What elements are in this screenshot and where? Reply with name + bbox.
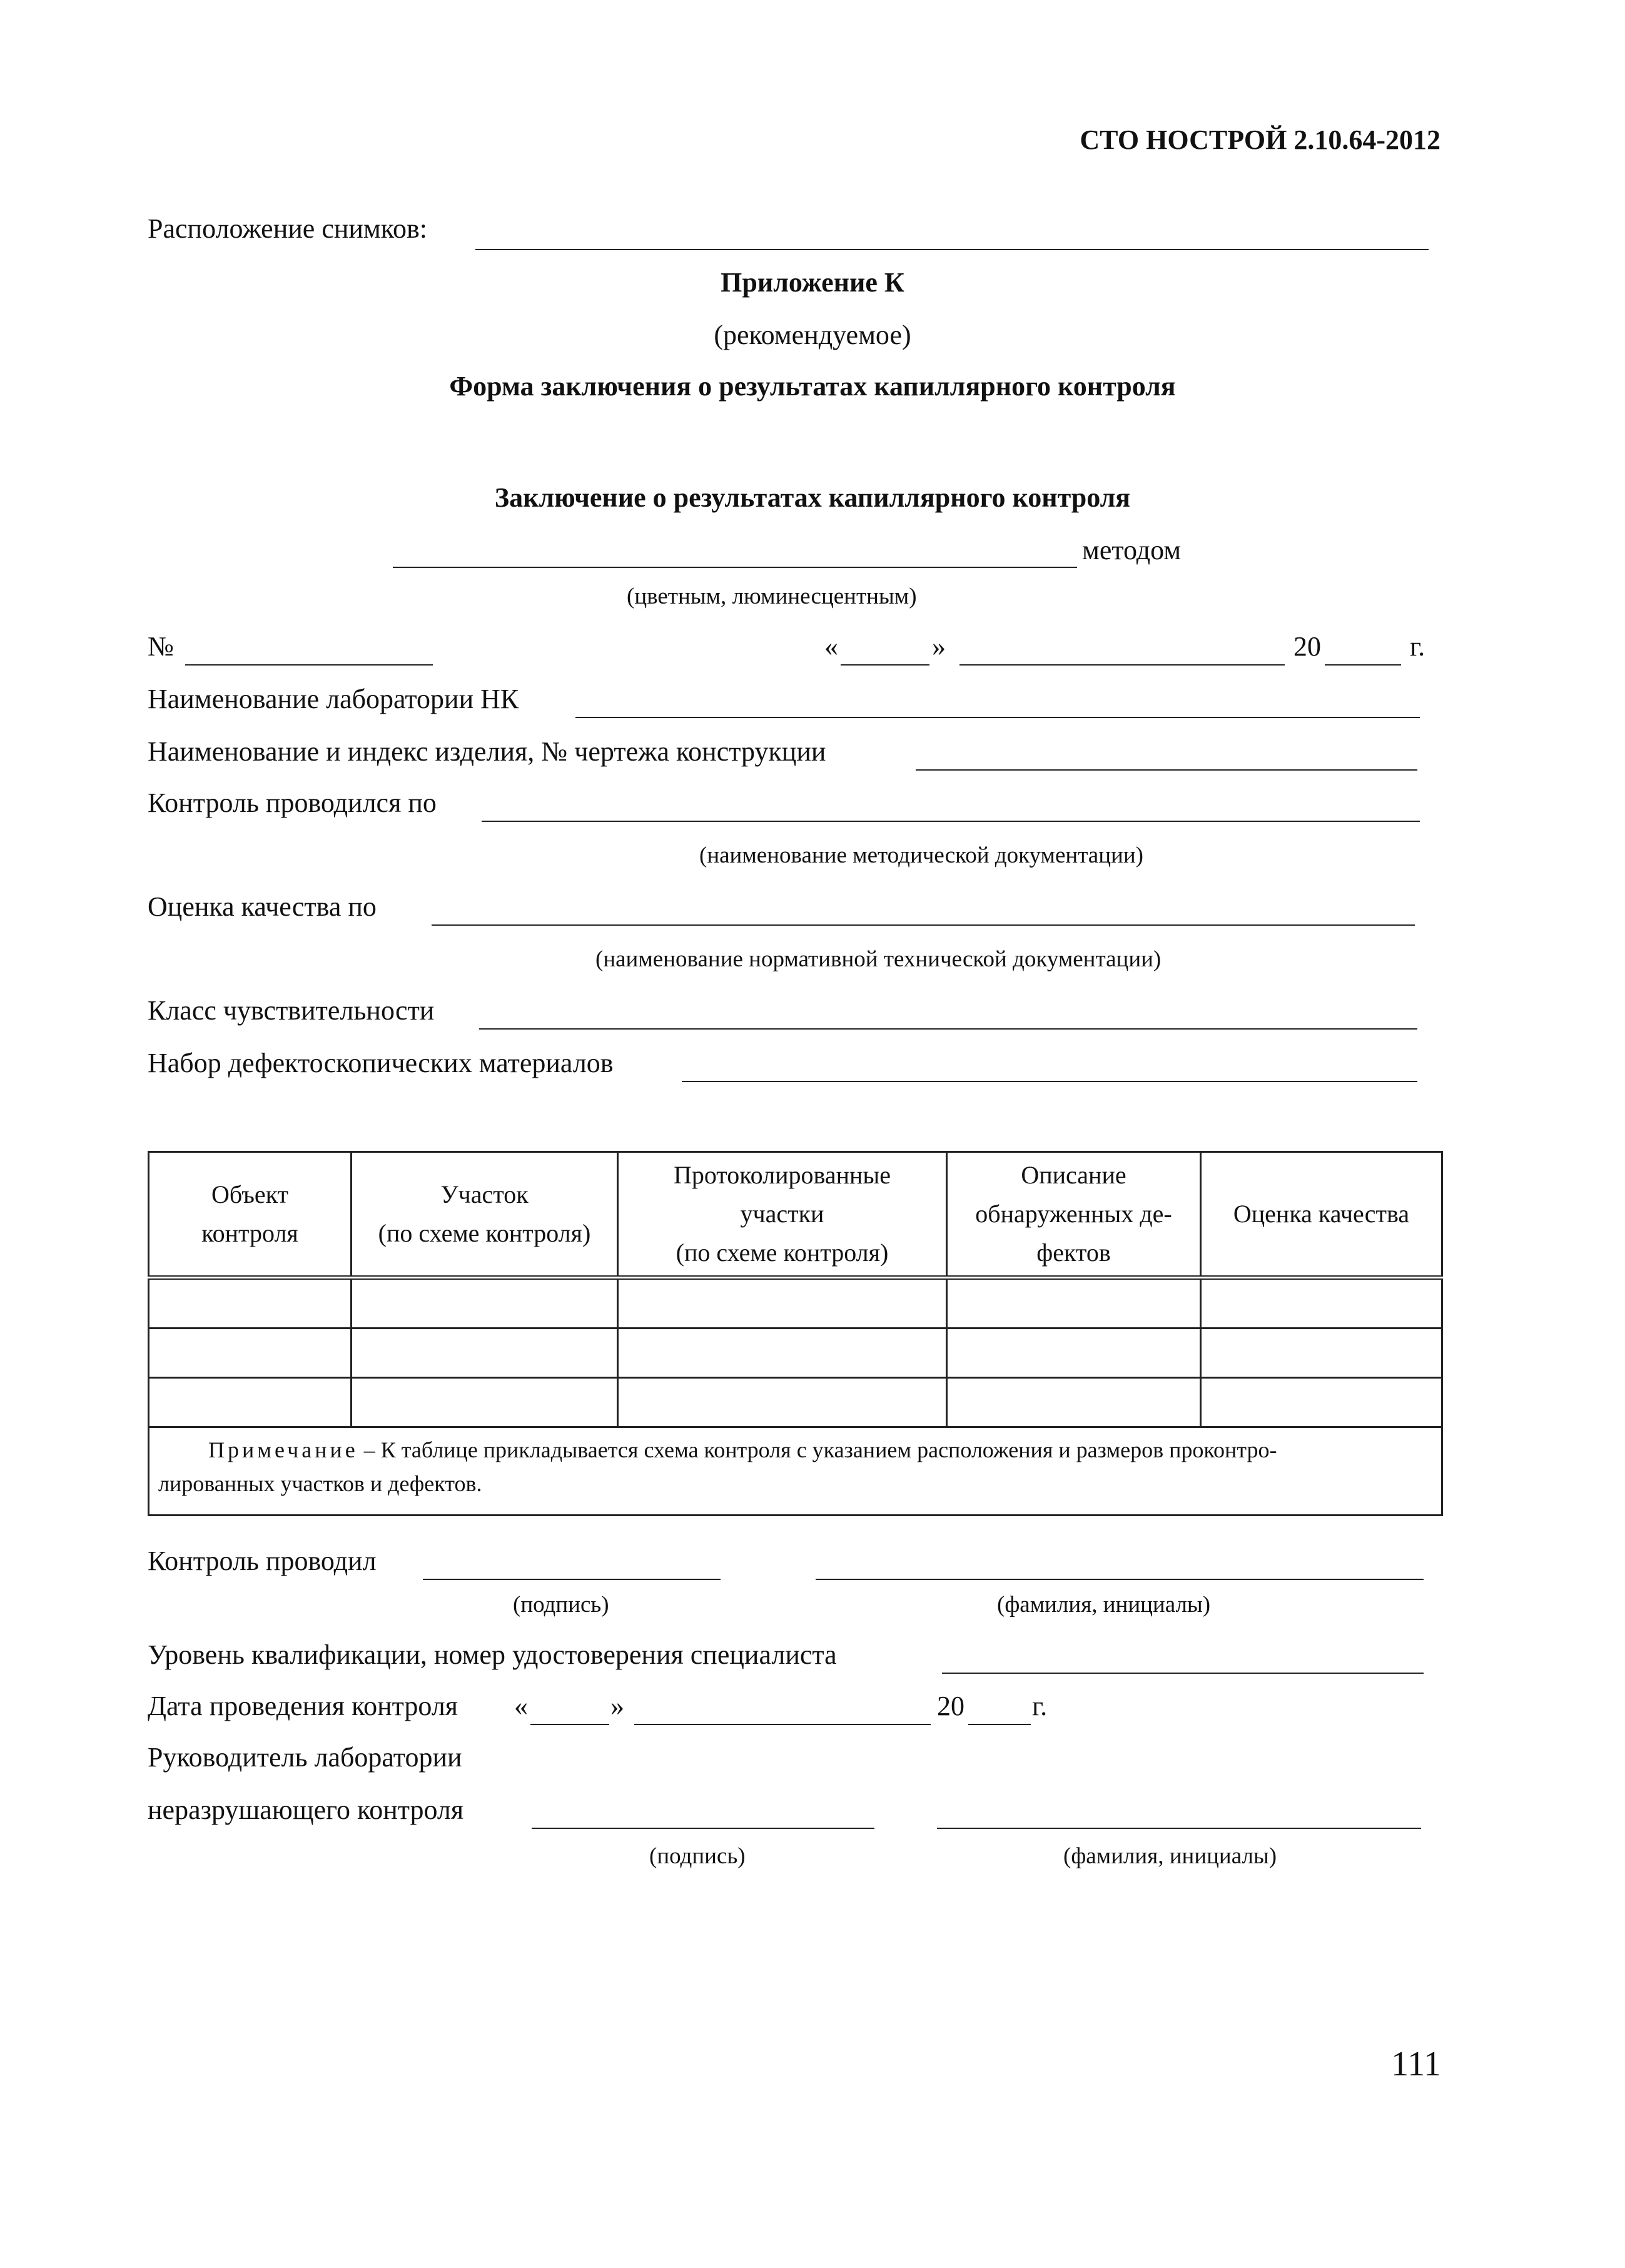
table-cell[interactable] [352, 1378, 618, 1427]
header-defects-description [947, 1152, 1201, 1278]
form-title: Форма заключения о результатах капиллярного контроля [449, 371, 1176, 402]
product-name-label: Наименование и индекс изделия, № чертежа конструкции [148, 736, 826, 767]
materials-set-label: Набор дефектоскопических материалов [148, 1048, 614, 1078]
materials-set-field[interactable] [682, 1081, 1417, 1082]
header-quality-assessment [1201, 1152, 1442, 1278]
table-cell[interactable] [618, 1329, 947, 1378]
method-label: методом [1082, 535, 1182, 565]
method-field[interactable] [393, 567, 1077, 568]
signature-hint: (подпись) [513, 1592, 609, 1617]
table-note [149, 1427, 1442, 1516]
table-cell[interactable] [1201, 1329, 1442, 1378]
table-cell[interactable] [352, 1278, 618, 1329]
head-signature-field[interactable] [532, 1828, 874, 1829]
table-cell[interactable] [1201, 1278, 1442, 1329]
table-cell[interactable] [352, 1329, 618, 1378]
header-line: Участок [440, 1180, 529, 1208]
header-line: (по схеме контроля) [378, 1219, 591, 1247]
table-cell[interactable] [947, 1378, 1201, 1427]
controller-name-field[interactable] [816, 1579, 1424, 1580]
note-text-line1: – К таблице прикладывается схема контроля с указанием расположения и размеров проконтро- [358, 1437, 1277, 1462]
date-year-prefix: 20 [937, 1691, 964, 1721]
quality-by-hint: (наименование нормативной технической документации) [595, 946, 1162, 972]
results-table [148, 1151, 1443, 1516]
quote-close: » [932, 631, 946, 662]
controlled-by-label: Контроль проводил [148, 1546, 377, 1576]
control-date-label: Дата проведения контроля [148, 1691, 458, 1721]
conclusion-title: Заключение о результатах капиллярного контроля [494, 482, 1131, 513]
table-cell[interactable] [149, 1378, 352, 1427]
table-cell[interactable] [1201, 1378, 1442, 1427]
head-label-line1: Руководитель лаборатории [148, 1742, 462, 1773]
qualification-label: Уровень квалификации, номер удостоверения специалиста [148, 1639, 837, 1670]
product-name-field[interactable] [916, 769, 1417, 771]
table-row [149, 1378, 1442, 1427]
lab-name-field[interactable] [575, 717, 1420, 718]
header-section [352, 1152, 618, 1278]
table-cell[interactable] [149, 1278, 352, 1329]
head-signature-hint: (подпись) [649, 1843, 746, 1869]
number-field[interactable] [185, 664, 433, 666]
header-line: Описание [1021, 1161, 1126, 1189]
year-suffix: г. [1410, 631, 1425, 662]
control-day-field[interactable] [530, 1724, 609, 1725]
month-field[interactable] [959, 664, 1285, 666]
table-note-row [149, 1427, 1442, 1516]
sensitivity-class-field[interactable] [479, 1028, 1417, 1030]
date-quote-open: « [514, 1691, 528, 1721]
day-field[interactable] [841, 664, 929, 666]
quote-open: « [824, 631, 838, 662]
appendix-title: Приложение К [721, 267, 904, 298]
table-cell[interactable] [947, 1329, 1201, 1378]
head-label-line2: неразрушающего контроля [148, 1795, 464, 1825]
table-row [149, 1278, 1442, 1329]
controller-signature-field[interactable] [423, 1579, 721, 1580]
document-code: СТО НОСТРОЙ 2.10.64-2012 [1080, 124, 1440, 155]
header-line: Протоколированные [673, 1161, 891, 1189]
header-line: обнаруженных де- [975, 1200, 1172, 1228]
header-line: контроля [201, 1219, 298, 1247]
number-sign: № [148, 631, 174, 662]
date-quote-close: » [610, 1691, 624, 1721]
method-hint: (цветным, люминесцентным) [627, 584, 917, 609]
table-cell[interactable] [149, 1329, 352, 1378]
head-name-field[interactable] [937, 1828, 1421, 1829]
table-cell[interactable] [947, 1278, 1201, 1329]
control-by-label: Контроль проводился по [148, 787, 437, 818]
date-year-suffix: г. [1032, 1691, 1048, 1721]
year-prefix: 20 [1293, 631, 1321, 662]
table-cell[interactable] [618, 1278, 947, 1329]
table-row [149, 1329, 1442, 1378]
control-by-field[interactable] [482, 821, 1420, 822]
lab-name-label: Наименование лаборатории НК [148, 684, 519, 714]
year-field[interactable] [1325, 664, 1401, 666]
qualification-field[interactable] [942, 1673, 1424, 1674]
head-name-hint: (фамилия, инициалы) [1063, 1843, 1277, 1869]
header-line: Объект [211, 1180, 289, 1208]
control-month-field[interactable] [634, 1724, 931, 1725]
quality-by-field[interactable] [432, 924, 1415, 926]
table-cell[interactable] [618, 1378, 947, 1427]
images-location-label: Расположение снимков: [148, 213, 427, 244]
images-location-field[interactable] [475, 249, 1429, 250]
appendix-status: (рекомендуемое) [714, 320, 911, 350]
name-hint: (фамилия, инициалы) [997, 1592, 1211, 1617]
header-line: (по схеме контроля) [676, 1238, 889, 1267]
control-by-hint: (наименование методической документации) [699, 843, 1143, 868]
header-logged-sections [618, 1152, 947, 1278]
header-line: фектов [1036, 1238, 1111, 1267]
table-header-row [149, 1152, 1442, 1278]
note-label: Примечание [208, 1437, 358, 1462]
quality-by-label: Оценка качества по [148, 891, 377, 922]
sensitivity-class-label: Класс чувствительности [148, 995, 435, 1026]
control-year-field[interactable] [968, 1724, 1031, 1725]
header-line: Оценка качества [1233, 1200, 1410, 1228]
page-number: 111 [1391, 2045, 1441, 2083]
note-text-line2: лированных участков и дефектов. [158, 1471, 482, 1496]
header-object [149, 1152, 352, 1278]
header-line: участки [740, 1200, 824, 1228]
